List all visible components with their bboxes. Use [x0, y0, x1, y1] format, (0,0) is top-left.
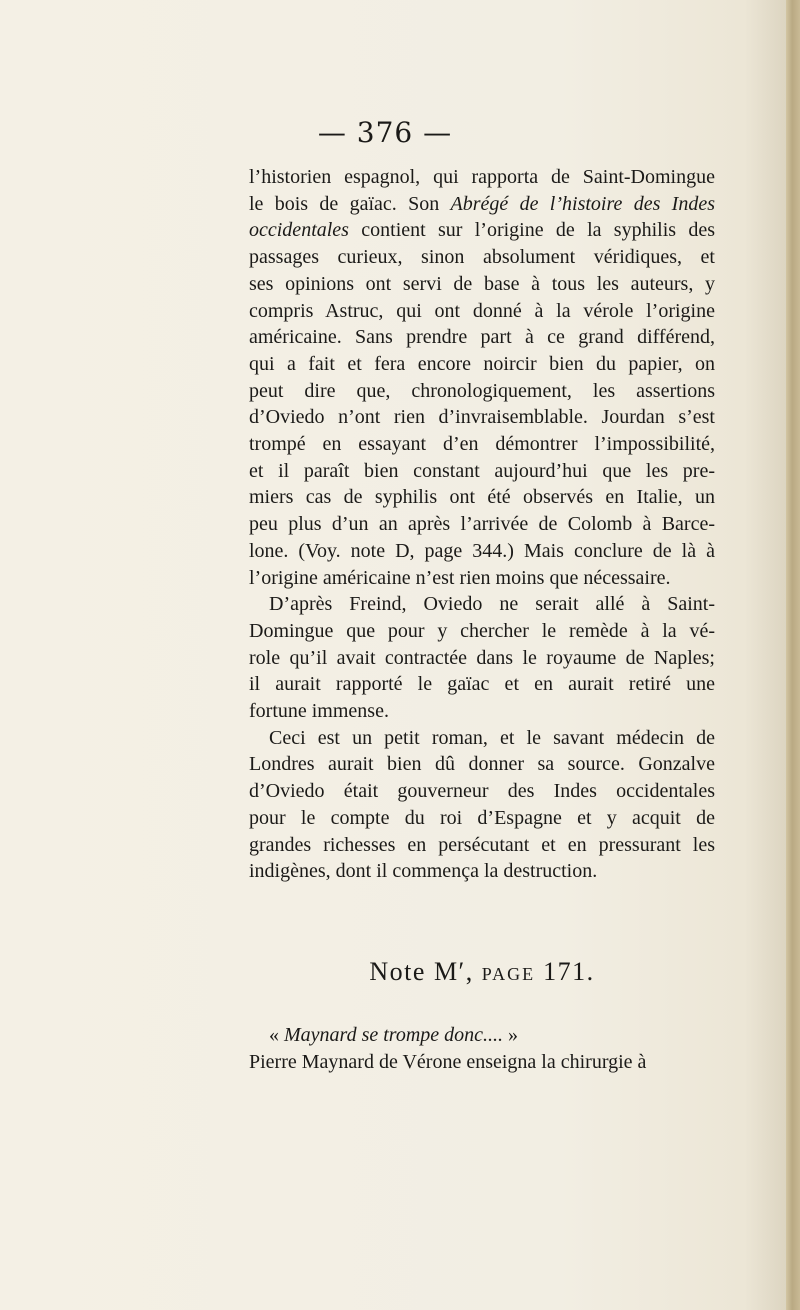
text-line: ses opinions ont servi de base à tous les auteurs, y [249, 272, 715, 295]
text-fragment: le bois de gaïac. Son [249, 192, 440, 215]
note-text [249, 1022, 715, 1075]
text-line: peut dire que, chronologiquement, les assertions [249, 379, 715, 402]
page-edge [786, 0, 800, 1310]
text-line: d’Oviedo n’ont rien d’invraisemblable. Jourdan s’est [249, 406, 715, 429]
note-heading-word: Note [369, 957, 426, 986]
book-title: Abrégé de l’histoire des Indes [450, 192, 716, 215]
note-heading-page-label: page [481, 957, 536, 986]
text-line: trompé en essayant d’en démontrer l’impossibilité, [249, 433, 715, 456]
text-line: l’origine américaine n’est rien moins que nécessaire. [249, 566, 671, 589]
text-fragment: contient sur l’origine de la syphilis des [361, 219, 715, 242]
text-line: d’Oviedo était gouverneur des Indes occidentales [249, 780, 715, 803]
text-line: pour le compte du roi d’Espagne et y acquit de [249, 806, 715, 829]
text-line: D’après Freind, Oviedo ne serait allé à Saint- [269, 593, 715, 616]
note-heading-mark: M′, [433, 957, 474, 986]
quote-open: « [269, 1024, 279, 1046]
text-line: passages curieux, sinon absolument véridiques, et [249, 246, 715, 269]
text-line: compris Astruc, qui ont donné à la vérole l’origine [249, 299, 715, 322]
text-line: role qu’il avait contractée dans le royaume de Naples; [249, 646, 715, 669]
text-line: il aurait rapporté le gaïac et en aurait retiré une [249, 673, 715, 696]
body-text [249, 164, 715, 885]
note-line: Pierre Maynard de Vérone enseigna la chirurgie à [249, 1050, 647, 1073]
text-line: américaine. Sans prendre part à ce grand différend, [249, 326, 715, 349]
note-quote: Maynard se trompe donc.... [284, 1024, 504, 1046]
page-number: — 376 — [317, 116, 453, 149]
text-line: Ceci est un petit roman, et le savant médecin de [269, 726, 715, 749]
text-line: l’historien espagnol, qui rapporta de Saint-Domingue [249, 166, 715, 188]
text-line [249, 217, 715, 244]
book-title-continued: occidentales [249, 219, 349, 242]
text-line [249, 191, 715, 218]
text-line: et il paraît bien constant aujourd’hui que les pre- [249, 459, 715, 482]
text-line: Domingue que pour y chercher le remède à la vé- [249, 619, 715, 642]
text-line: Londres aurait bien dû donner sa source. Gonzalve [249, 753, 715, 776]
text-line: lone. (Voy. note D, page 344.) Mais conclure de là à [249, 539, 715, 562]
note-quote-line [249, 1022, 715, 1049]
text-line: fortune immense. [249, 700, 389, 723]
text-line: miers cas de syphilis ont été observés en Italie, un [249, 486, 715, 509]
text-line: qui a fait et fera encore noircir bien du papier, on [249, 352, 715, 375]
text-line: indigènes, dont il commença la destruction. [249, 860, 598, 883]
note-heading-page-number: 171. [543, 957, 595, 986]
note-heading [249, 957, 715, 987]
text-line: peu plus d’un an après l’arrivée de Colomb à Barce- [249, 513, 715, 536]
quote-close: » [508, 1024, 519, 1046]
text-line: grandes richesses en persécutant et en pressurant les [249, 833, 715, 856]
